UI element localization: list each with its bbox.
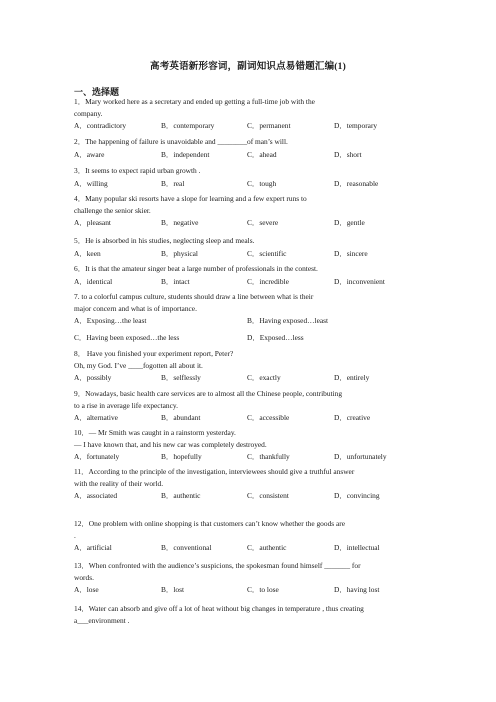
question-7-stem-line: 7. to a colorful campus culture, students should draw a line between what is their xyxy=(74,292,314,301)
question-5-stem-line: 5．He is absorbed in his studies, neglecting sleep and meals. xyxy=(74,236,255,245)
question-14-stem-line: a___environment . xyxy=(74,615,130,625)
question-13-option[interactable]: D．having lost xyxy=(334,585,380,594)
question-5-option[interactable]: D．sincere xyxy=(334,248,368,258)
question-3-option[interactable]: D．reasonable xyxy=(334,178,379,188)
question-13-option[interactable]: C．to lose xyxy=(247,585,279,594)
question-6-option[interactable]: D．inconvenient xyxy=(334,276,385,286)
question-1-option[interactable]: B．contemporary xyxy=(161,121,215,130)
question-6-stem-line: 6．It is that the amateur singer beat a large number of professionals in the contest. xyxy=(74,264,318,273)
question-4-option[interactable]: A．pleasant xyxy=(74,218,111,227)
question-9-option[interactable]: B．abundant xyxy=(161,413,201,422)
question-6-option[interactable]: A．identical xyxy=(74,276,113,286)
question-11-option[interactable]: C．consistent xyxy=(247,491,289,500)
question-13-stem-line: words. xyxy=(74,572,94,582)
page-title: 高考英语新形容词，副词知识点易错题汇编(1) xyxy=(150,62,346,72)
question-11-stem-line: with the reality of their world. xyxy=(74,478,164,488)
question-3-option[interactable]: B．real xyxy=(161,178,185,188)
question-4-stem-line: challenge the senior skier. xyxy=(74,205,151,215)
question-12-stem-line: 12．One problem with online shopping is that customers can’t know whether the goods are xyxy=(74,519,346,528)
question-2-option[interactable]: D．short xyxy=(334,149,362,159)
question-11-stem-line: 11．According to the principle of the investigation, interviewees should give a truthful answer xyxy=(74,467,355,476)
question-11-option[interactable]: D．convincing xyxy=(334,491,380,500)
question-1-stem-line: company. xyxy=(74,108,103,118)
question-5-option[interactable]: B．physical xyxy=(161,248,198,258)
question-10-option[interactable]: C．thankfully xyxy=(247,452,290,461)
question-3-stem-line: 3．It seems to expect rapid urban growth . xyxy=(74,166,201,175)
question-12-option[interactable]: C．authentic xyxy=(247,543,287,552)
question-9-stem-line: to a rise in average life expectancy. xyxy=(74,400,178,410)
question-12-option[interactable]: D．intellectual xyxy=(334,543,380,552)
question-8-option[interactable]: B．selflessly xyxy=(161,373,201,382)
question-13-option[interactable]: B．lost xyxy=(161,585,184,594)
question-7-option[interactable]: C．Having been exposed…the less xyxy=(74,332,180,342)
question-13-stem-line: 13．When confronted with the audience’s suspicions, the spokesman found himself _______ for xyxy=(74,561,361,570)
question-10-option[interactable]: D．unfortunately xyxy=(334,452,387,461)
question-8-option[interactable]: D．entirely xyxy=(334,373,370,382)
question-1-stem-line: 1．Mary worked here as a secretary and ended up getting a full-time job with the xyxy=(74,97,315,106)
question-10-option[interactable]: B．hopefully xyxy=(161,452,202,461)
question-4-stem-line: 4．Many popular ski resorts have a slope for learning and a few expert runs to xyxy=(74,194,307,203)
question-13-option[interactable]: A．lose xyxy=(74,585,99,594)
question-11-option[interactable]: A．associated xyxy=(74,491,118,500)
question-9-option[interactable]: D．creative xyxy=(334,413,371,422)
question-2-option[interactable]: C．ahead xyxy=(247,149,277,159)
question-1-option[interactable]: A．contradictory xyxy=(74,121,127,130)
question-8-option[interactable]: C．exactly xyxy=(247,373,281,382)
question-7-stem-line: major concern and what is of importance. xyxy=(74,303,197,313)
question-7-option[interactable]: B．Having exposed…least xyxy=(247,316,329,325)
question-9-option[interactable]: A．alternative xyxy=(74,413,118,422)
question-7-option[interactable]: D．Exposed…less xyxy=(247,332,304,342)
question-12-stem-line: . xyxy=(74,530,76,540)
question-10-option[interactable]: A．fortunately xyxy=(74,452,120,461)
question-11-option[interactable]: B．authentic xyxy=(161,491,201,500)
question-8-option[interactable]: A．possibly xyxy=(74,373,112,382)
question-3-option[interactable]: A．willing xyxy=(74,178,108,188)
section-heading: 一、选择题 xyxy=(74,87,120,97)
question-4-option[interactable]: B．negative xyxy=(161,218,199,227)
question-6-option[interactable]: C．incredible xyxy=(247,276,289,286)
question-7-option[interactable]: A．Exposing…the least xyxy=(74,316,147,325)
question-6-option[interactable]: B．intact xyxy=(161,276,190,286)
question-3-option[interactable]: C．tough xyxy=(247,178,277,188)
question-4-option[interactable]: C．severe xyxy=(247,218,279,227)
question-12-option[interactable]: B．conventional xyxy=(161,543,212,552)
question-4-option[interactable]: D．gentle xyxy=(334,218,365,227)
question-8-stem-line: Oh, my God. I’ve ____fogotten all about it. xyxy=(74,360,203,370)
question-10-stem-line: — I have known that, and his new car was completely destroyed. xyxy=(74,439,267,449)
question-1-option[interactable]: C．permanent xyxy=(247,121,291,130)
question-5-option[interactable]: A．keen xyxy=(74,248,101,258)
question-14-stem-line: 14．Water can absorb and give off a lot of heat without big changes in temperature , thus creating xyxy=(74,604,364,613)
question-10-stem-line: 10．— Mr Smith was caught in a rainstorm yesterday. xyxy=(74,428,236,437)
question-1-option[interactable]: D．temporary xyxy=(334,121,378,130)
question-8-stem-line: 8． Have you finished your experiment report, Peter? xyxy=(74,349,234,358)
question-12-option[interactable]: A．artificial xyxy=(74,543,112,552)
question-9-option[interactable]: C．accessible xyxy=(247,413,290,422)
question-2-option[interactable]: B．independent xyxy=(161,149,210,159)
question-2-stem-line: 2．The happening of failure is unavoidable and ________of man’s will. xyxy=(74,137,288,146)
question-9-stem-line: 9．Nowadays, basic health care services are to almost all the Chinese people, contributing xyxy=(74,389,343,398)
question-2-option[interactable]: A．aware xyxy=(74,149,105,159)
question-5-option[interactable]: C．scientific xyxy=(247,248,287,258)
